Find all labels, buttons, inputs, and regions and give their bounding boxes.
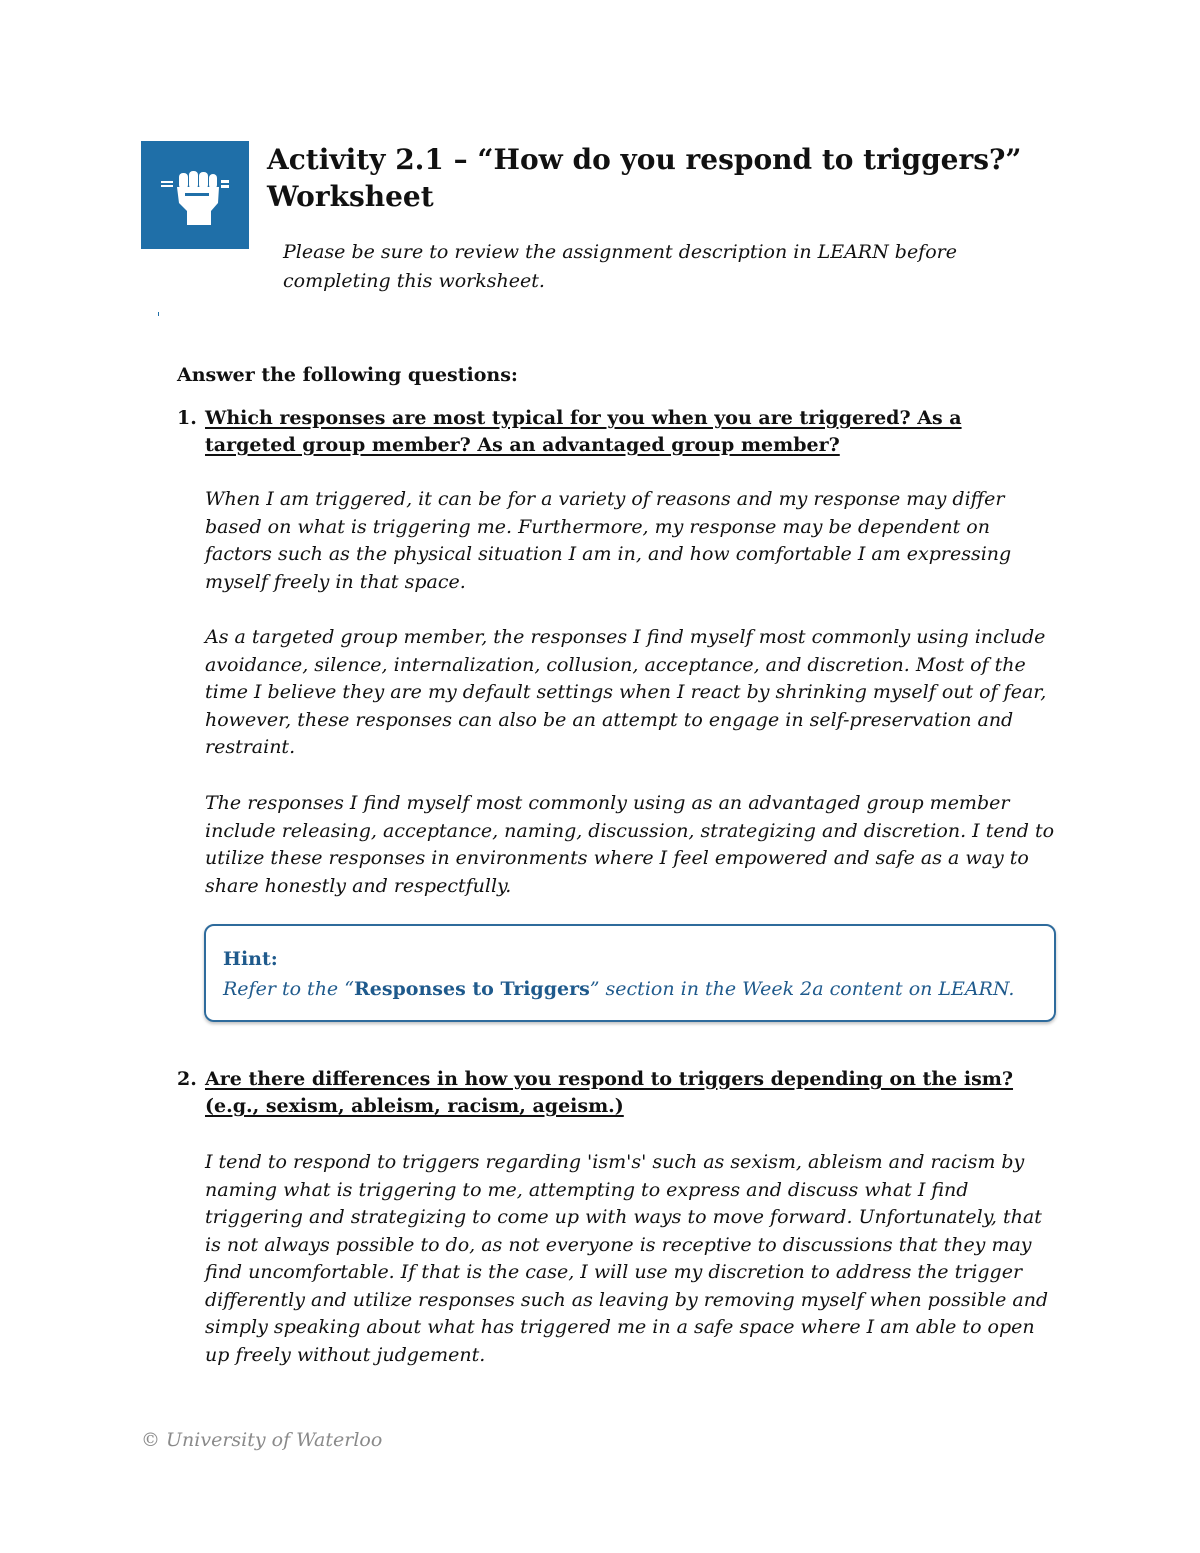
hint-suffix: ” section in the Week 2a content on LEARN.: [589, 978, 1015, 1000]
activity-logo: [141, 141, 249, 249]
page-title: Activity 2.1 – “How do you respond to triggers?” Worksheet: [267, 143, 1022, 213]
hint-prefix: Refer to the “: [223, 978, 354, 1000]
question-text: Are there differences in how you respond to triggers depending on the ism? (e.g., sexism, ableism, racism, ageism.): [205, 1068, 1014, 1117]
raised-fist-icon: [141, 141, 249, 249]
instructions-heading: Answer the following questions:: [177, 364, 518, 386]
answer-paragraph: As a targeted group member, the responses I find myself most commonly using include avoidance, silence, internalization, collusion, acceptance, and discretion. Most of the time I believe they are my default settings when I react by shrinking myself out of fear, however, these responses can also be an attempt to engage in self-preservation and restraint.: [205, 626, 1047, 758]
margin-mark: [158, 312, 159, 316]
hint-body: [223, 974, 1038, 1004]
question-2: [177, 1066, 1057, 1120]
page-subtitle: Please be sure to review the assignment description in LEARN before completing this worksheet.: [283, 241, 957, 292]
answer-paragraph: The responses I find myself most commonly using as an advantaged group member include releasing, acceptance, naming, discussion, strategizing and discretion. I tend to utilize these responses in environments where I feel empowered and safe as a way to share honestly and respectfully.: [205, 792, 1055, 897]
question-1: [177, 405, 1057, 459]
answer-paragraph: When I am triggered, it can be for a variety of reasons and my response may differ based on what is triggering me. Furthermore, my response may be dependent on factors such as the physical situation I am in, and how comfortable I am expressing myself freely in that space.: [205, 488, 1012, 593]
hint-emphasis: Responses to Triggers: [353, 978, 590, 1000]
hint-box: [204, 924, 1056, 1022]
copyright-footer: © University of Waterloo: [141, 1429, 383, 1451]
answer-paragraph: I tend to respond to triggers regarding 'ism's' such as sexism, ableism and racism by naming what is triggering to me, attempting to express and discuss what I find triggering and strategizing to come up with ways to move forward. Unfortunately, that is not always possible to do, as not everyone is receptive to discussions that they may find uncomfortable. If that is the case, I will use my discretion to address the trigger differently and utilize responses such as leaving by removing myself when possible and simply speaking about what has triggered me in a safe space where I am able to open up freely without judgement.: [205, 1151, 1049, 1366]
question-number: 1.: [177, 407, 197, 429]
question-text: Which responses are most typical for you when you are triggered? As a targeted group member? As an advantaged group member?: [205, 407, 962, 456]
hint-title: Hint:: [223, 948, 278, 970]
question-number: 2.: [177, 1068, 197, 1090]
